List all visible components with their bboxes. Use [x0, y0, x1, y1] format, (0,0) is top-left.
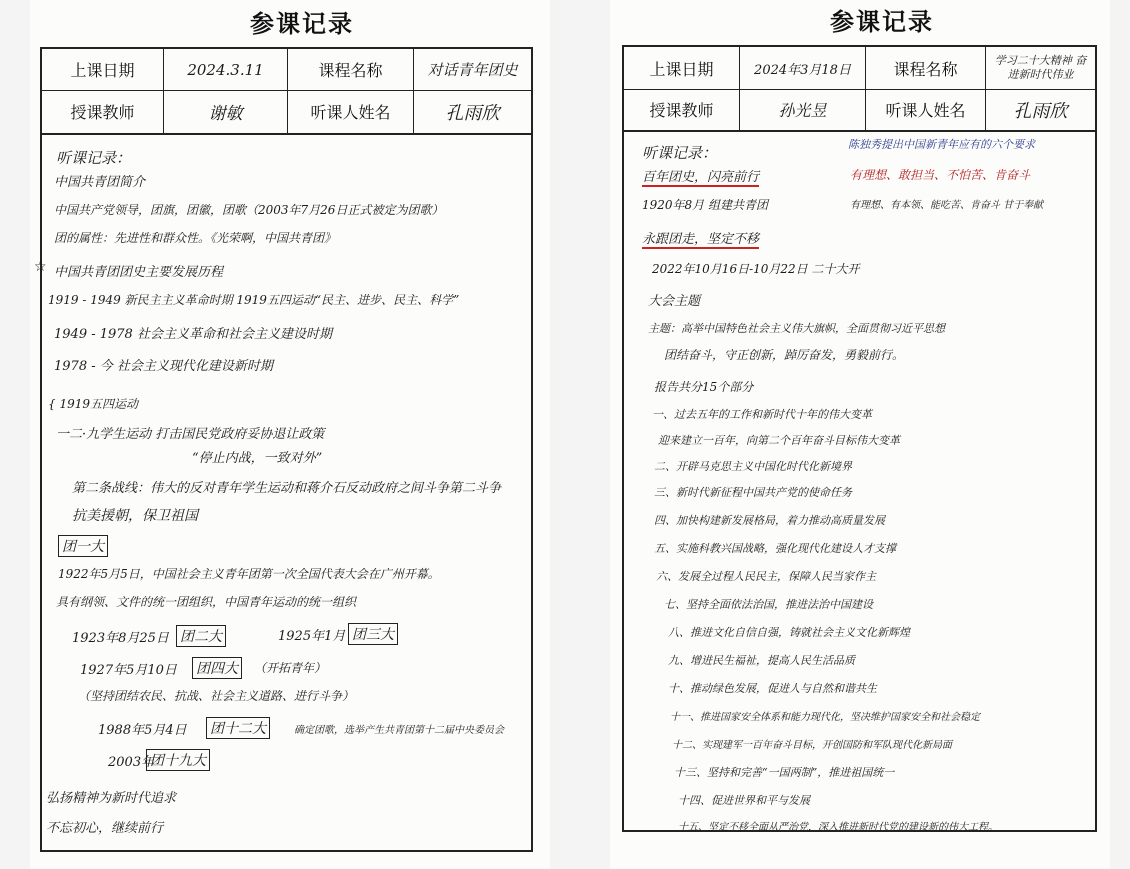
left-page-title: 参课记录 — [250, 10, 354, 38]
note-line: 1927年5月10日 — [80, 663, 177, 678]
note-line: 十五、坚定不移全面从严治党，深入推进新时代党的建设新的伟大工程。 — [678, 822, 998, 833]
left-note-page — [30, 0, 550, 869]
note-line: 抗美援朝，保卫祖国 — [72, 508, 198, 524]
note-line: 报告共分15个部分 — [654, 380, 754, 394]
note-line-blue: 陈独秀提出中国新青年应有的六个要求 — [848, 138, 1035, 151]
note-line: 中国共产党领导，团旗，团徽，团歌（2003年7月26日正式被定为团歌） — [54, 203, 444, 217]
right-record-form — [622, 45, 1097, 832]
note-line: 九、增进民生福祉，提高人民生活品质 — [668, 654, 855, 667]
note-line: 大会主题 — [648, 294, 701, 309]
note-line: “停止内战，一致对外” — [192, 451, 323, 466]
left-record-form — [34, 47, 533, 852]
right-course-label: 课程名称 — [866, 47, 986, 89]
right-page-title: 参课记录 — [830, 8, 934, 36]
note-line: 弘扬精神为新时代追求 — [46, 791, 177, 806]
note-line: 十一、推进国家安全体系和能力现代化，坚决维护国家安全和社会稳定 — [670, 712, 980, 723]
right-listener-label: 听课人姓名 — [866, 89, 986, 130]
note-line: 中国共青团团史主要发展历程 — [54, 265, 224, 280]
note-line: 具有纲领、文件的统一团组织，中国青年运动的统一组织 — [56, 595, 357, 609]
boxed-term: 团十二大 — [206, 717, 270, 739]
note-line: 1949 - 1978 社会主义革命和社会主义建设时期 — [54, 327, 332, 342]
note-line: { 1919五四运动 — [48, 397, 138, 411]
note-line: 1919 - 1949 新民主主义革命时期 1919五四运动“民主、进步、民主、科学” — [48, 293, 460, 307]
note-line: 中国共青团简介 — [54, 175, 146, 190]
note-line: 团结奋斗，守正创新，踔厉奋发，勇毅前行。 — [664, 348, 905, 362]
boxed-term: 团一大 — [58, 535, 108, 557]
left-teacher-value: 谢敏 — [164, 90, 288, 133]
note-line: 1920年8月 组建共青团 — [642, 198, 768, 212]
right-date-label: 上课日期 — [624, 47, 740, 89]
left-listener-label: 听课人姓名 — [288, 90, 414, 133]
right-listener-value: 孔雨欣 — [1013, 100, 1068, 122]
left-teacher-label: 授课教师 — [42, 90, 164, 133]
note-line: 听课记录： — [642, 144, 718, 162]
note-line: 二、开辟马克思主义中国化时代化新境界 — [654, 460, 852, 473]
note-line: （开拓青年） — [254, 661, 327, 675]
boxed-term: 团三大 — [348, 623, 398, 645]
note-line: 不忘初心，继续前行 — [46, 821, 164, 836]
note-line: 一二·九学生运动 打击国民党政府妥协退让政策 — [56, 427, 325, 442]
note-line: 十、推动绿色发展，促进人与自然和谐共生 — [668, 682, 877, 695]
note-line: 2003年 — [108, 755, 155, 770]
note-line: 六、发展全过程人民民主，保障人民当家作主 — [656, 570, 876, 583]
left-notes — [34, 133, 531, 850]
left-date-label: 上课日期 — [42, 49, 164, 90]
right-note-page — [610, 0, 1110, 869]
boxed-term: 团二大 — [176, 625, 226, 647]
right-teacher-label: 授课教师 — [624, 89, 740, 130]
note-line: 一、过去五年的工作和新时代十年的伟大变革 — [652, 408, 872, 421]
note-line: （坚持团结农民、抗战、社会主义道路、进行斗争） — [78, 689, 355, 703]
note-line-underlined: 永跟团走，坚定不移 — [642, 228, 759, 249]
boxed-term: 团十九大 — [146, 749, 210, 771]
note-line: 十三、坚持和完善“一国两制”，推进祖国统一 — [674, 766, 895, 779]
note-line: 第二条战线：伟大的反对青年学生运动和蒋介石反动政府之间斗争第二斗争 — [72, 481, 502, 496]
left-course-value: 对话青年团史 — [427, 61, 518, 79]
note-line: 1978 - 今 社会主义现代化建设新时期 — [54, 359, 273, 374]
right-notes — [624, 130, 1095, 833]
note-line: 确定团歌，选举产生共青团第十二届中央委员会 — [294, 725, 504, 736]
note-line: 有理想、有本领、能吃苦、肯奋斗 甘于奉献 — [850, 200, 1044, 211]
right-teacher-value: 孙光昱 — [740, 89, 866, 130]
note-line: 四、加快构建新发展格局，着力推动高质量发展 — [654, 514, 885, 527]
left-course-label: 课程名称 — [288, 49, 414, 90]
left-listener-value: 孔雨欣 — [445, 102, 500, 124]
star-icon: ☆ — [34, 259, 47, 275]
right-date-value: 2024年3月18日 — [740, 47, 866, 89]
note-line: 1925年1月 — [278, 629, 346, 644]
left-header-table — [42, 49, 531, 135]
note-line: 1923年8月25日 — [72, 631, 169, 646]
left-date-value: 2024.3.11 — [164, 49, 288, 90]
note-line: 七、坚持全面依法治国，推进法治中国建设 — [664, 598, 873, 611]
note-line: 十二、实现建军一百年奋斗目标，开创国防和军队现代化新局面 — [672, 740, 952, 751]
note-line: 1922年5月5日，中国社会主义青年团第一次全国代表大会在广州开幕。 — [58, 567, 440, 581]
note-line: 三、新时代新征程中国共产党的使命任务 — [654, 486, 852, 499]
note-line-red: 有理想、敢担当、不怕苦、肯奋斗 — [850, 168, 1031, 182]
note-line: 听课记录： — [56, 149, 132, 167]
note-line: 五、实施科教兴国战略，强化现代化建设人才支撑 — [654, 542, 896, 555]
boxed-term: 团四大 — [192, 657, 242, 679]
note-line: 八、推进文化自信自强，铸就社会主义文化新辉煌 — [668, 626, 910, 639]
right-course-value: 学习二十大精神 奋进新时代伟业 — [994, 54, 1087, 81]
note-line: 1988年5月4日 — [98, 723, 187, 738]
right-header-table — [624, 47, 1095, 132]
note-line: 主题：高举中国特色社会主义伟大旗帜，全面贯彻习近平思想 — [648, 322, 945, 335]
note-line: 2022年10月16日-10月22日 二十大开 — [652, 262, 860, 276]
note-line: 十四、促进世界和平与发展 — [678, 794, 810, 807]
note-line-underlined: 百年团史，闪亮前行 — [642, 166, 759, 187]
note-line: 迎来建立一百年，向第二个百年奋斗目标伟大变革 — [658, 434, 900, 447]
note-line: 团的属性：先进性和群众性。《光荣啊，中国共青团》 — [54, 231, 337, 245]
